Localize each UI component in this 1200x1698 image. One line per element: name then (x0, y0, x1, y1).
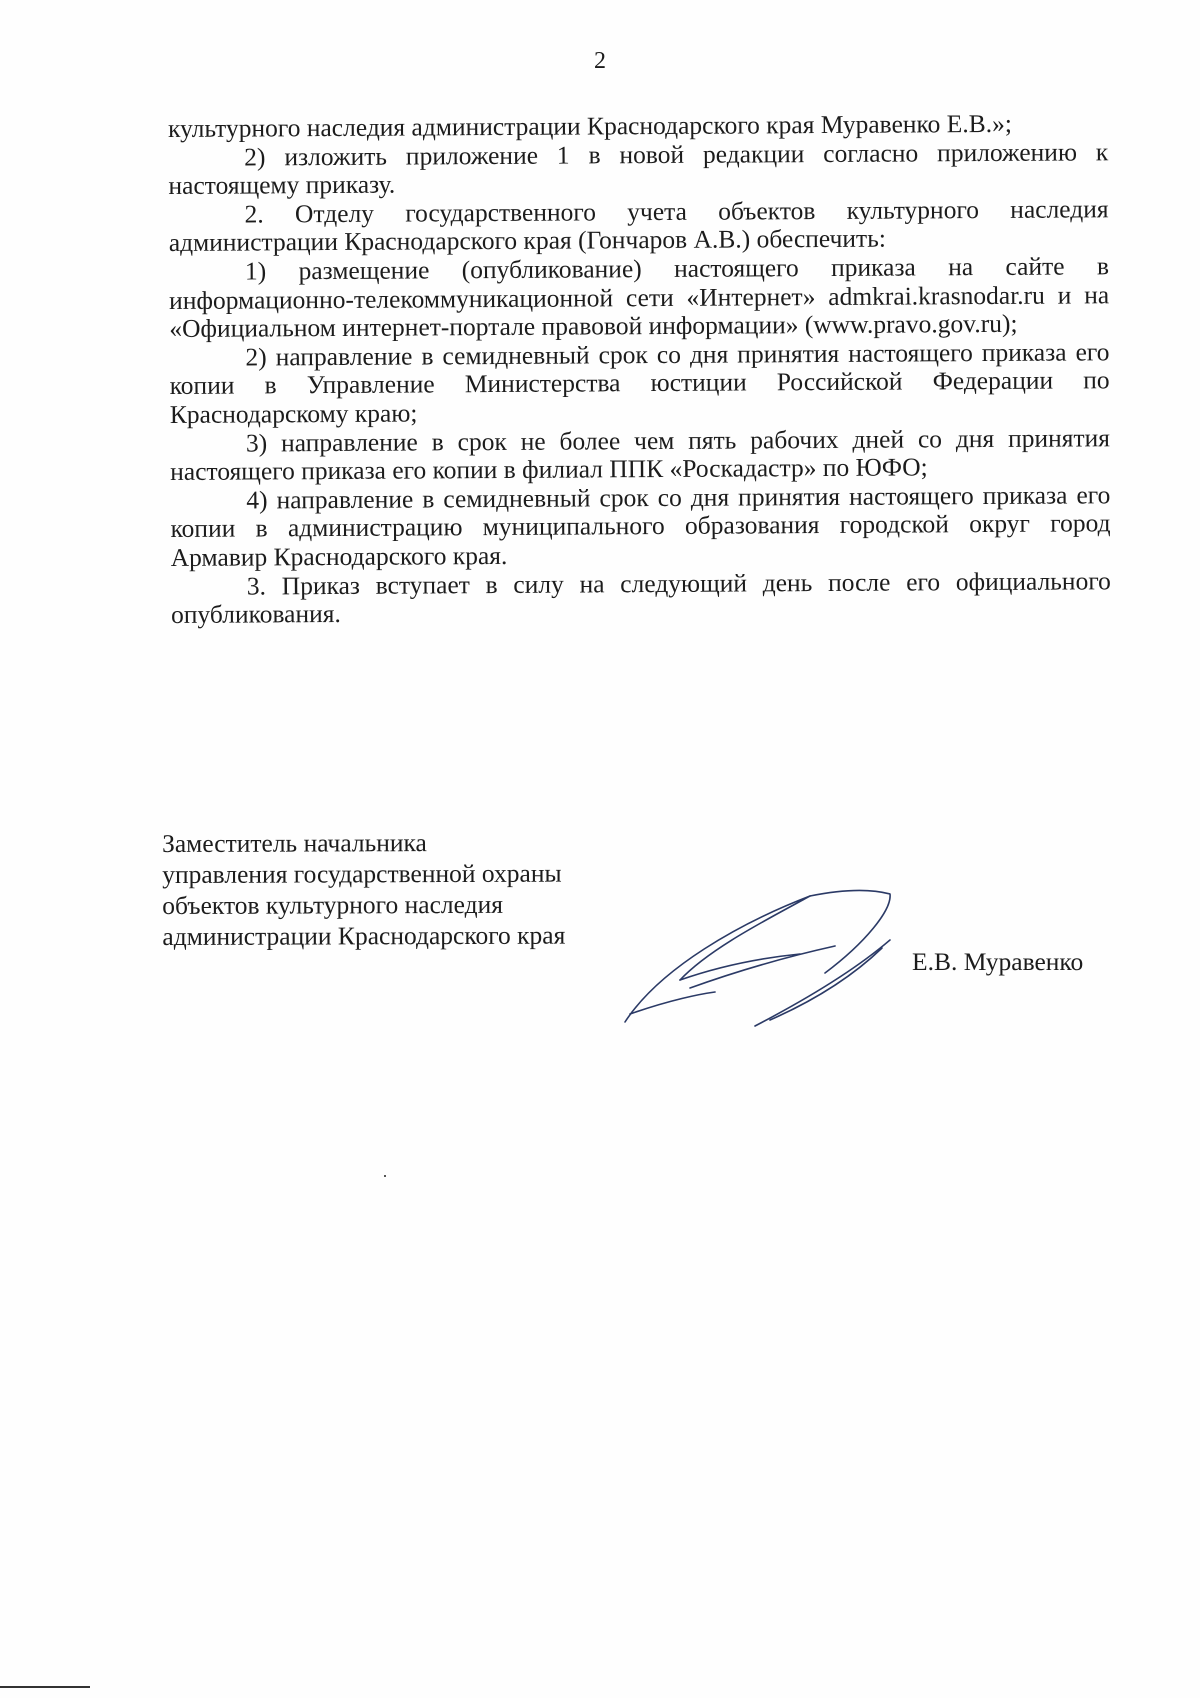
paragraph-item-2-2: 2) направление в семидневный срок со дня принятия настоящего приказа его копии в Управление Министерства юстиции Российской Федерации по Краснодарскому краю; (169, 337, 1110, 429)
signatory-title (162, 827, 565, 952)
paragraph-continuation: культурного наследия администрации Краснодарского края Муравенко Е.В.»; (167, 108, 1012, 143)
scan-edge-mark (0, 1686, 90, 1688)
signatory-title-line: администрации Краснодарского края (162, 920, 566, 951)
page-number: 2 (594, 48, 606, 74)
signatory-title-line: объектов культурного наследия (162, 889, 503, 920)
handwritten-signature (620, 888, 920, 1028)
scan-speck (384, 1175, 386, 1177)
paragraph-clause-2: 2. Отделу государственного учета объектов культурного наследия администрации Краснодарского края (Гончаров А.В.) обеспечить: (168, 194, 1109, 258)
document-body (168, 109, 1111, 629)
paragraph-item-2-3: 3) направление в срок не более чем пять рабочих дней со дня принятия настоящего приказа его копии в филиал ППК «Роскадастр» по ЮФО; (170, 422, 1111, 487)
signatory-title-line: управления государственной охраны (162, 858, 562, 889)
paragraph-item-1-2: 2) изложить приложение 1 в новой редакции согласно приложению к настоящему приказу. (168, 136, 1109, 201)
signatory-title-line: Заместитель начальника (162, 828, 427, 858)
paragraph-item-2-1: 1) размещение (опубликование) настоящего приказа на сайте в информационно-телекоммуникационной сети «Интернет» admkrai.krasnodar.ru и на «Официальном интернет-портале правовой информации» (www.pravo.gov.ru); (169, 251, 1110, 344)
paragraph-item-2-4: 4) направление в семидневный срок со дня принятия настоящего приказа его копии в администрацию муниципального образования городской округ город Армавир Краснодарского края. (170, 479, 1111, 572)
paragraph-clause-3: 3. Приказ вступает в силу на следующий день после его официального опубликования. (170, 565, 1111, 630)
signatory-name: Е.В. Муравенко (912, 947, 1084, 976)
